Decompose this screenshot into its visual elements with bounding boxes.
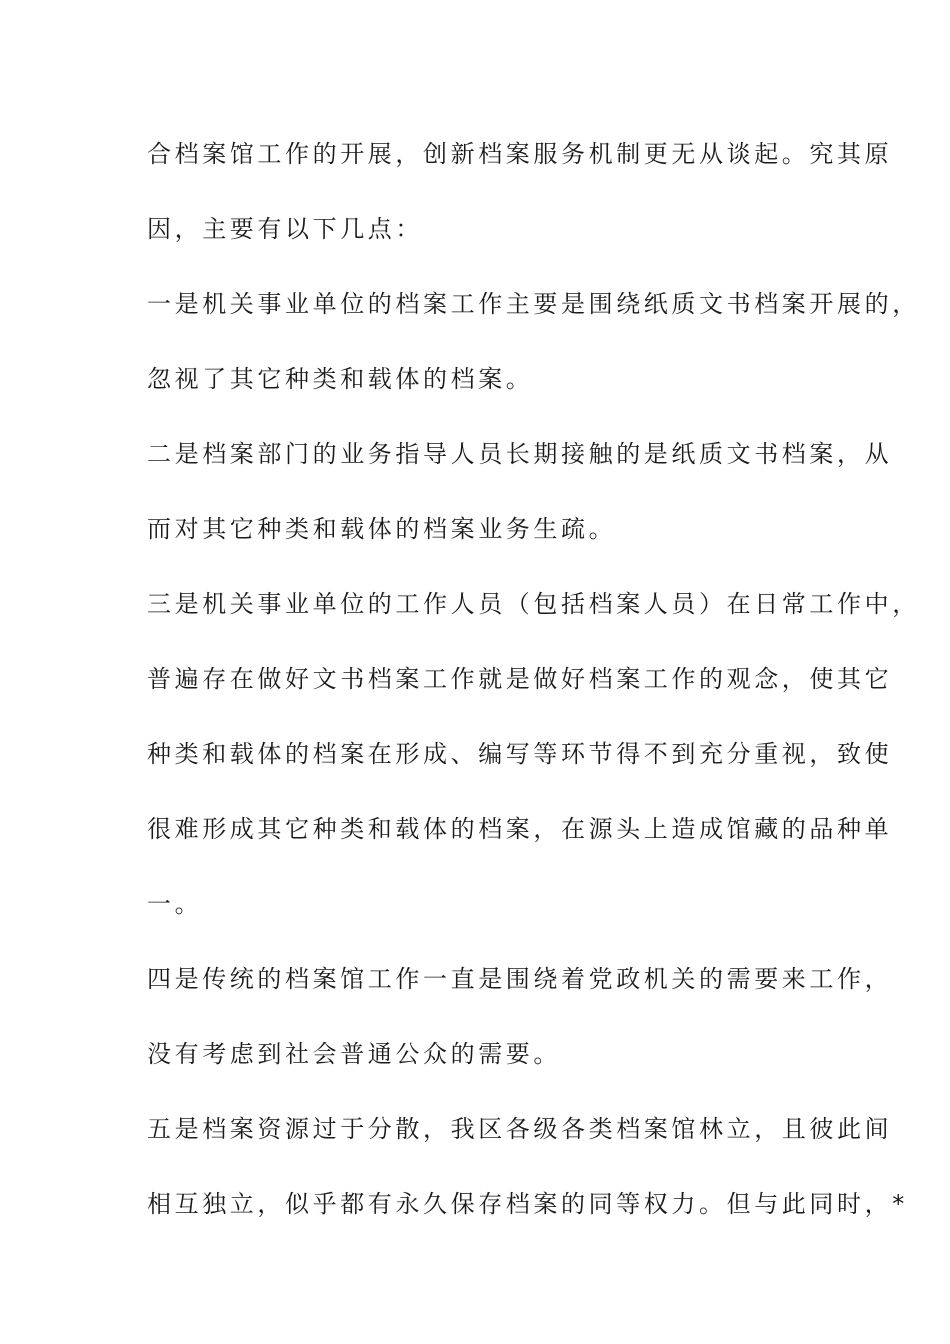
- text-line-7: 三是机关事业单位的工作人员（包括档案人员）在日常工作中，: [147, 590, 920, 618]
- text-line-8: 普遍存在做好文书档案工作就是做好档案工作的观念，使其它: [147, 665, 893, 693]
- text-line-10: 很难形成其它种类和载体的档案，在源头上造成馆藏的品种单: [147, 815, 893, 843]
- text-line-9: 种类和载体的档案在形成、编写等环节得不到充分重视，致使: [147, 740, 893, 768]
- text-line-11: 一。: [147, 890, 203, 918]
- text-line-12: 四是传统的档案馆工作一直是围绕着党政机关的需要来工作，: [147, 965, 893, 993]
- text-line-15: 相互独立，似乎都有永久保存档案的同等权力。但与此同时，*: [147, 1190, 908, 1218]
- body-text: [147, 128, 920, 1253]
- text-line-4: 忽视了其它种类和载体的档案。: [147, 365, 534, 393]
- text-line-3: 一是机关事业单位的档案工作主要是围绕纸质文书档案开展的，: [147, 290, 920, 318]
- text-line-13: 没有考虑到社会普通公众的需要。: [147, 1040, 561, 1068]
- text-line-1: 合档案馆工作的开展，创新档案服务机制更无从谈起。究其原: [147, 140, 893, 168]
- text-line-14: 五是档案资源过于分散，我区各级各类档案馆林立，且彼此间: [147, 1115, 893, 1143]
- text-line-5: 二是档案部门的业务指导人员长期接触的是纸质文书档案，从: [147, 440, 893, 468]
- text-line-6: 而对其它种类和载体的档案业务生疏。: [147, 515, 617, 543]
- text-line-2: 因，主要有以下几点：: [147, 215, 423, 243]
